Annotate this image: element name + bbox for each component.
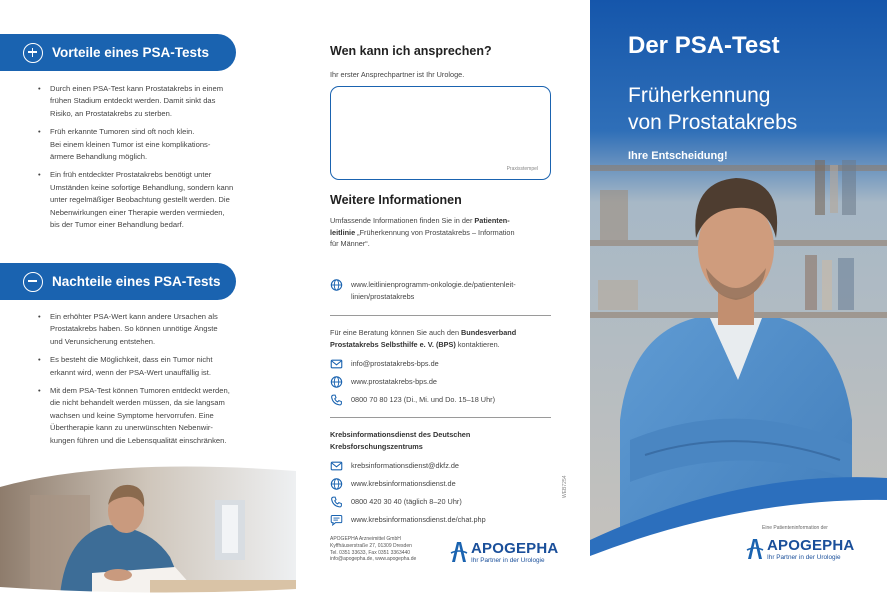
list-item: • Früh erkannte Tumoren sind oft noch klein. Bei einem kleinen Tumor ist eine komplikations- ärmere Behandlung möglich. xyxy=(38,126,270,163)
pros-header xyxy=(0,34,236,71)
kid-phone-row[interactable] xyxy=(330,496,462,508)
bps-email[interactable]: info@prostatakrebs-bps.de xyxy=(351,359,439,368)
globe-icon xyxy=(330,279,343,291)
phone-icon xyxy=(330,496,343,508)
list-item: • Ein erhöhter PSA-Wert kann andere Ursachen als Prostatakrebs haben. So können unnötige Ängste und Verunsicherung entstehen. xyxy=(38,311,270,348)
kid-phone[interactable]: 0800 420 30 40 (täglich 8–20 Uhr) xyxy=(351,497,462,506)
bps-intro-prefix: Für eine Beratung können Sie auch den xyxy=(330,328,462,337)
bps-intro xyxy=(330,327,555,350)
plus-circle-icon xyxy=(23,43,43,63)
cons-header xyxy=(0,263,236,300)
list-item: • Durch einen PSA-Test kann Prostatakrebs in einem frühen Stadium entdeckt werden. Damit sinkt das Risiko, an Prostatakrebs zu sterben. xyxy=(38,83,270,120)
panel-cover xyxy=(590,0,887,595)
pros-title: Vorteile eines PSA-Tests xyxy=(52,45,210,60)
mail-icon xyxy=(330,460,343,472)
list-item: • Ein früh entdeckter Prostatakrebs benötigt unter Umständen keine sofortige Behandlung, sondern kann unter regelmäßiger Beobachtung gestellt werden. Die Nebenwirkungen einer Therapie werden vermieden, bis der Tumor einer Behandlung bedarf. xyxy=(38,169,270,231)
bps-intro-bold: Bundesverband Prostatakrebs Selbsthilfe e. V. (BPS) xyxy=(330,328,517,349)
globe-icon xyxy=(330,376,343,388)
man-at-desk-photo xyxy=(0,465,296,595)
minus-circle-icon xyxy=(23,272,43,292)
cover-tagline: Ihre Entscheidung! xyxy=(628,150,728,162)
contact-heading: Wen kann ich ansprechen? xyxy=(330,44,492,58)
cover-title: Der PSA-Test xyxy=(628,32,780,59)
list-item: • Mit dem PSA-Test können Tumoren entdeckt werden, die nicht behandelt werden müssen, da sie langsam wachsen und keine Symptome hervorrufen. Eine Übertherapie kann zu unerwünschten Nebenwir- kungen führen und die Lebensqualität einschränken. xyxy=(38,385,270,447)
list-item: • Es besteht die Möglichkeit, dass ein Tumor nicht erkannt wird, wenn der PSA-Wert unauffällig ist. xyxy=(38,354,270,379)
bps-intro-suffix: kontaktieren. xyxy=(455,339,500,349)
info-text-suffix: „Früherkennung von Prostatakrebs – Information für Männer“. xyxy=(330,227,515,249)
apogepha-logo-icon xyxy=(746,536,764,562)
kid-email[interactable]: krebsinformationsdienst@dkfz.de xyxy=(351,461,459,470)
leitlinie-link[interactable]: www.leitlinienprogramm-onkologie.de/patientenleit- linien/prostatakrebs xyxy=(351,280,516,301)
bps-web-row[interactable] xyxy=(330,376,437,388)
bps-email-row[interactable] xyxy=(330,358,439,370)
apogepha-logo xyxy=(746,536,854,562)
info-text-prefix: Umfassende Informationen finden Sie in der xyxy=(330,216,475,225)
contact-text: Ihr erster Ansprechpartner ist Ihr Urologe. xyxy=(330,70,465,79)
info-text-bold: Patienten- leitlinie xyxy=(330,216,510,237)
panel-pros-cons xyxy=(0,0,296,595)
kid-web-row[interactable] xyxy=(330,478,456,490)
bps-phone[interactable]: 0800 70 80 123 (Di., Mi. und Do. 15–18 Uhr) xyxy=(351,395,495,404)
bps-phone-row[interactable] xyxy=(330,394,495,406)
kid-email-row[interactable] xyxy=(330,460,459,472)
leitlinie-link-row[interactable] xyxy=(330,279,516,302)
logo-tagline: Ihr Partner in der Urologie xyxy=(471,557,545,564)
info-heading: Weitere Informationen xyxy=(330,193,462,207)
patient-info-note: Eine Patienteninformation der xyxy=(762,525,828,531)
apogepha-logo xyxy=(450,540,558,564)
logo-name: APOGEPHA xyxy=(471,540,559,557)
divider xyxy=(330,417,551,418)
bps-web[interactable]: www.prostatakrebs-bps.de xyxy=(351,377,437,386)
chat-icon xyxy=(330,514,343,526)
practice-stamp-box xyxy=(330,86,551,180)
kid-chat[interactable]: www.krebsinformationsdienst.de/chat.php xyxy=(351,515,486,524)
info-text xyxy=(330,215,555,250)
logo-tagline: Ihr Partner in der Urologie xyxy=(767,554,841,561)
panel-contacts xyxy=(296,0,590,595)
company-address: APOGEPHA Arzneimittel GmbH Kyffhäuserstraße 27, 01309 Dresden Tel. 0351 33633, Fax 0351 3363440 info@apogepha.de, www.apogepha.de xyxy=(330,536,417,563)
apogepha-logo-icon xyxy=(450,540,468,564)
phone-icon xyxy=(330,394,343,406)
globe-icon xyxy=(330,478,343,490)
cons-list xyxy=(38,311,270,453)
cons-title: Nachteile eines PSA-Tests xyxy=(52,274,221,289)
kid-heading: Krebsinformationsdienst des Deutschen Krebsforschungszentrums xyxy=(330,430,471,451)
divider xyxy=(330,315,551,316)
kid-chat-row[interactable] xyxy=(330,514,486,526)
cover-subtitle: Früherkennung von Prostatakrebs xyxy=(628,84,798,134)
kid-web[interactable]: www.krebsinformationsdienst.de xyxy=(351,479,456,488)
pros-list xyxy=(38,83,270,237)
print-code: WEB7254 xyxy=(562,475,568,498)
stamp-label: Praxisstempel xyxy=(506,166,538,172)
logo-name: APOGEPHA xyxy=(767,537,855,554)
mail-icon xyxy=(330,358,343,370)
